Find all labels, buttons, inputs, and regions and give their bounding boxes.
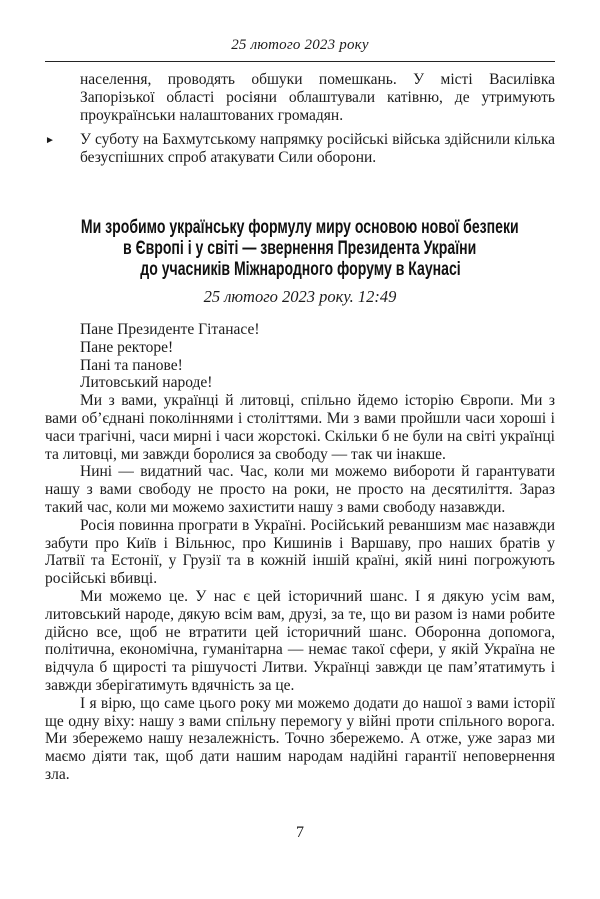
article-title-line	[0, 217, 600, 238]
speech-paragraph: Росія повинна програти в Україні. Російський реваншизм має назавжди забути про Київ і Вільнюс, про Кишинів і Варшаву, про наших братів у Латвії та Естонії, у Грузії та в кожній іншій країні, якій нині погрожують російські вбивці.	[45, 516, 555, 588]
news-bullet-item	[45, 131, 555, 167]
header-rule	[45, 61, 555, 62]
article-title-line	[0, 238, 600, 259]
speech-body	[45, 321, 555, 784]
news-paragraph-continued: населення, проводять обшуки помешкань. У місті Василівка Запорізької області росіяни облаштували катівню, де утримують проукраїнськи налаштованих громадян.	[80, 71, 555, 124]
page-number: 7	[296, 824, 304, 841]
salutation-line: Пане ректоре!	[80, 338, 174, 356]
salutation-line: Литовський народе!	[80, 374, 213, 392]
article-title-line-text: Ми зробимо українську формулу миру основою нової безпеки	[81, 216, 519, 238]
article-title	[0, 217, 600, 280]
article-title-line-text: в Європі і у світі — звернення Президента України	[123, 237, 477, 259]
speech-paragraph: Ми можемо це. У нас є цей історичний шанс. І я дякую усім вам, литовський народе, дякую всім вам, друзі, за те, що ви разом із нами робите дійсно все, щоб не втратити цей історичний шанс. Оборонна допомога, політична, економічна, гуманітарна — немає такої сфери, у якій Україна не відчула б щирості та рішучості Литви. Українці завжди це пам’ятатимуть і завжди зберігатимуть вдячність за це.	[45, 587, 555, 694]
news-digest-section	[45, 71, 555, 167]
speech-paragraph: Ми з вами, українці й литовці, спільно йдемо історію Європи. Ми з вами об’єднані поколіннями і століттями. Ми з вами пройшли часи хороші і часи трагічні, часи мирні і часи жорстокі. Скільки б не були на світі українці та литовці, ми завжди боролися за свободу — так чи інакше.	[45, 392, 555, 463]
salutation-line: Пані та панове!	[80, 356, 183, 374]
article-dateline: 25 лютого 2023 року. 12:49	[203, 286, 397, 306]
running-head-date: 25 лютого 2023 року	[231, 37, 369, 53]
salutation-line: Пане Президенте Гітанасе!	[80, 320, 260, 338]
article-title-line-text: до учасників Міжнародного форуму в Каунасі	[139, 258, 461, 280]
speech-paragraph: Нині — видатний час. Час, коли ми можемо вибороти й гарантувати нашу з вами свободу не просто на роки, не просто на десятиліття. Зараз такий час, коли ми можемо захистити нашу з вами свободу назавжди.	[45, 463, 555, 516]
article-title-line	[0, 259, 600, 280]
speech-paragraph: І я вірю, що саме цього року ми можемо додати до нашої з вами історії ще одну віху: нашу з вами спільну перемогу у війні проти спільного ворога. Ми збережемо нашу незалежність. Точно збережемо. А отже, уже зараз ми маємо діяти так, щоб дати нашим народам надійні гарантії неповернення зла.	[45, 694, 555, 783]
bullet-triangle-icon: ►	[45, 135, 55, 147]
news-bullet-text: У суботу на Бахмутському напрямку російські війська здійснили кілька безуспішних спроб атакувати Сили оборони.	[80, 131, 555, 167]
speech-article	[0, 217, 600, 784]
